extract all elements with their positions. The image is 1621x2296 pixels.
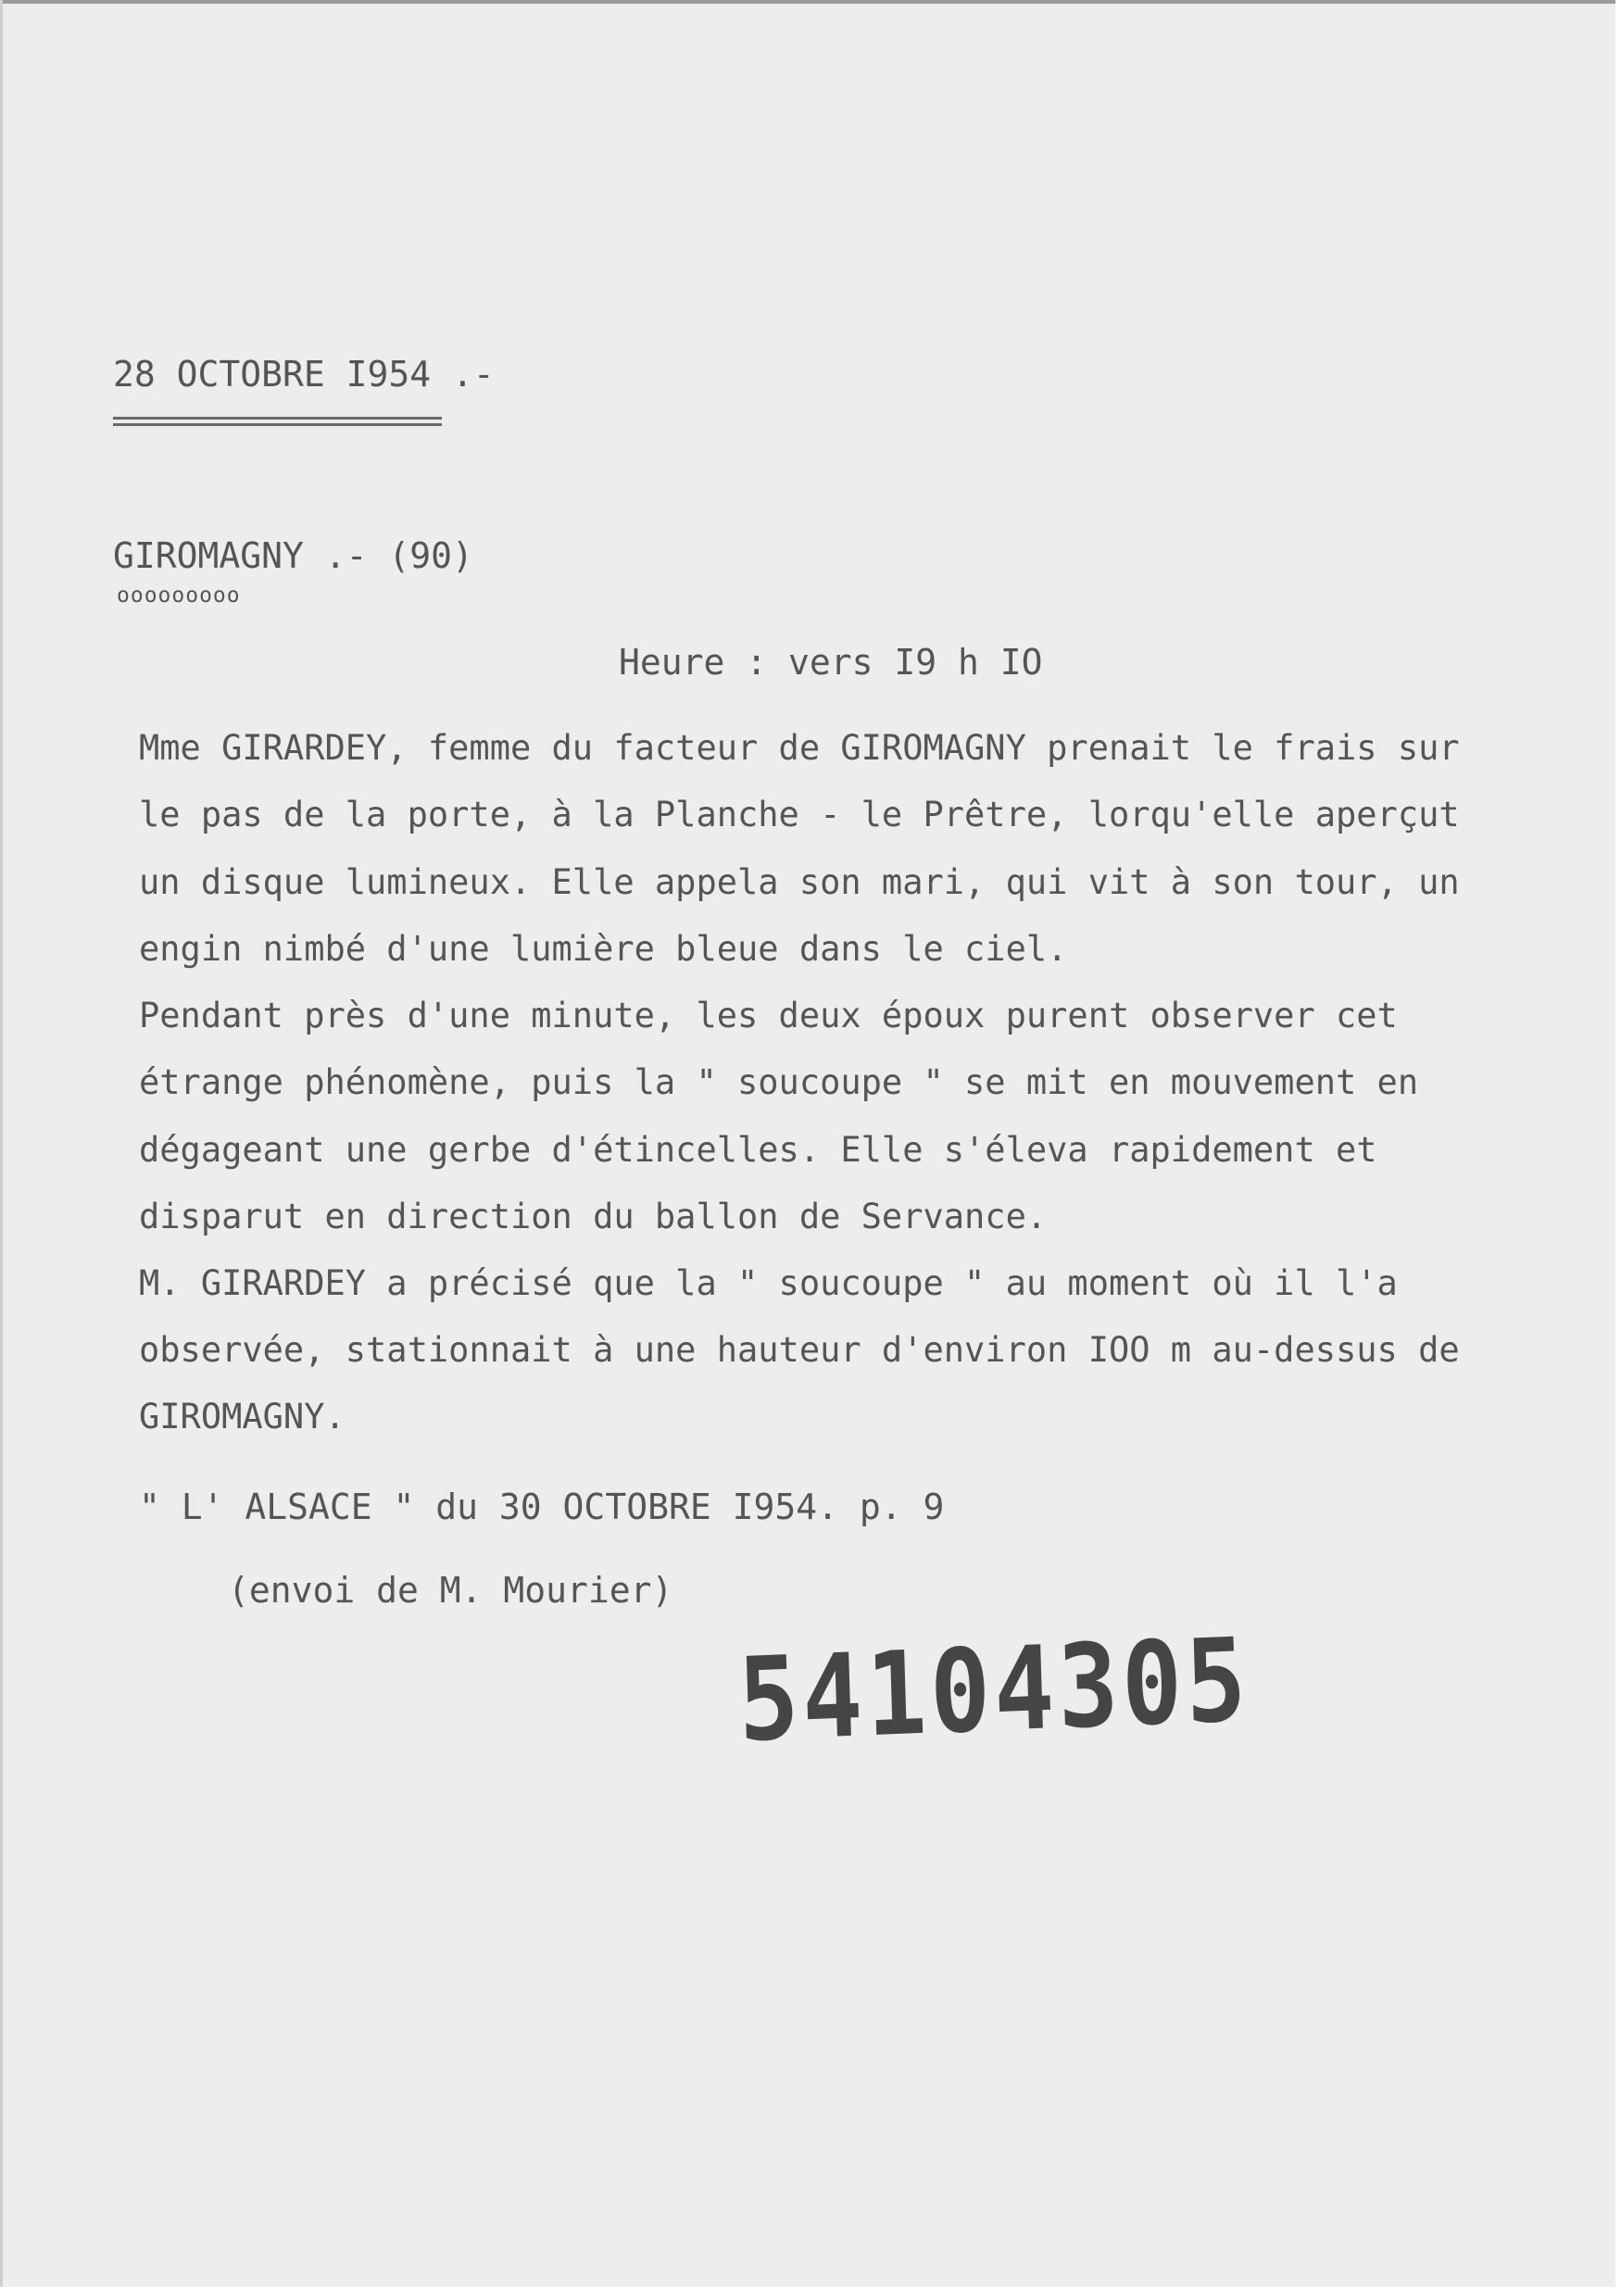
body-line: engin nimbé d'une lumière bleue dans le ciel. bbox=[139, 929, 1068, 969]
body-line: disparut en direction du ballon de Servance. bbox=[139, 1197, 1048, 1236]
scan-bottom-edge bbox=[0, 2287, 1621, 2296]
case-number-stamp: 54104305 bbox=[736, 1613, 1252, 1768]
body-line: Pendant près d'une minute, les deux époux purent observer cet bbox=[139, 996, 1398, 1035]
report-date: 28 OCTOBRE I954 .- bbox=[113, 354, 495, 395]
body-line: un disque lumineux. Elle appela son mari, qui vit à son tour, un bbox=[139, 862, 1460, 902]
body-line: GIROMAGNY. bbox=[139, 1397, 346, 1437]
scan-top-edge bbox=[0, 0, 1621, 4]
sender-note: (envoi de M. Mourier) bbox=[228, 1570, 673, 1611]
date-underline-2 bbox=[113, 423, 442, 426]
report-place: GIROMAGNY .- (90) bbox=[113, 535, 473, 576]
place-underline: ooooooooo bbox=[117, 583, 241, 608]
body-line: dégageant une gerbe d'étincelles. Elle s'éleva rapidement et bbox=[139, 1130, 1377, 1170]
source-citation: " L' ALSACE " du 30 OCTOBRE I954. p. 9 bbox=[139, 1487, 945, 1527]
body-line: observée, stationnait à une hauteur d'environ IOO m au-dessus de bbox=[139, 1330, 1460, 1370]
date-underline-1 bbox=[113, 417, 442, 420]
body-line: le pas de la porte, à la Planche - le Prêtre, lorqu'elle aperçut bbox=[139, 795, 1460, 834]
scan-left-edge bbox=[0, 0, 3, 2296]
report-hour: Heure : vers I9 h IO bbox=[619, 642, 1043, 683]
body-line: M. GIRARDEY a précisé que la " soucoupe " au moment où il l'a bbox=[139, 1263, 1398, 1303]
body-line: étrange phénomène, puis la " soucoupe " se mit en mouvement en bbox=[139, 1062, 1419, 1102]
body-line: Mme GIRARDEY, femme du facteur de GIROMAGNY prenait le frais sur bbox=[139, 728, 1460, 768]
scan-right-edge bbox=[1615, 0, 1621, 2296]
